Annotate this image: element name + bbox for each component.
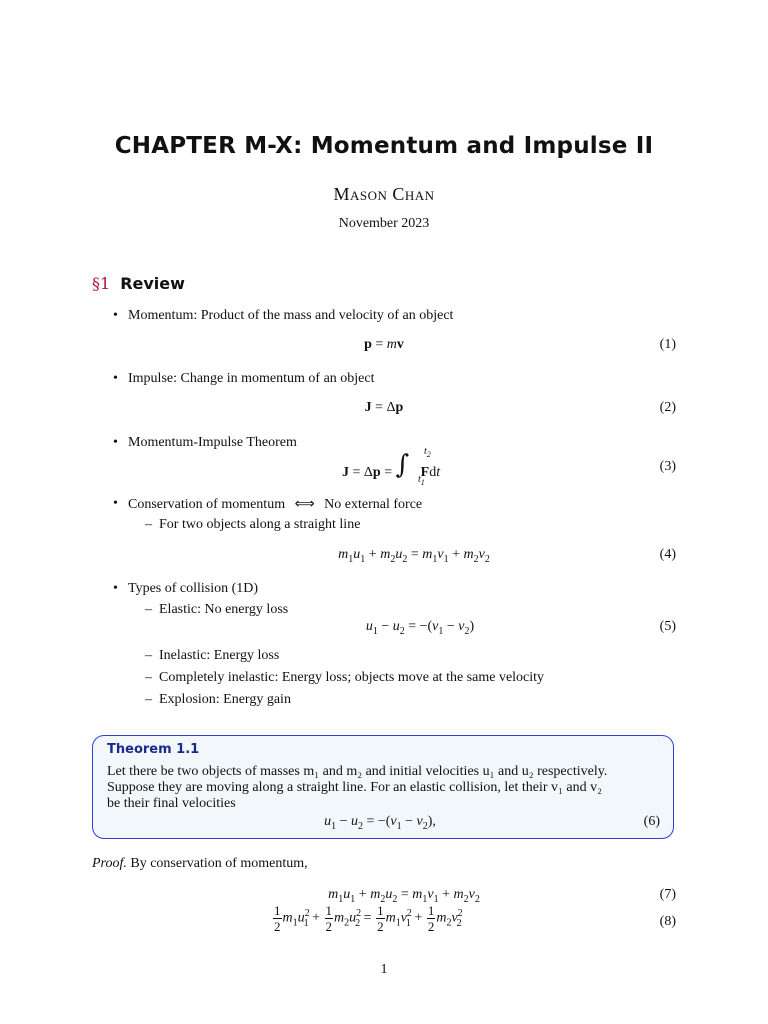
bullet-dash: – [145,602,152,617]
list-item-theorem: Momentum-Impulse Theorem [128,435,297,450]
sub-item-inelastic: Inelastic: Energy loss [159,648,280,663]
iff-arrow: ⟺ [294,497,315,512]
sub-item-explosion: Explosion: Energy gain [159,692,291,707]
section-heading [92,274,185,293]
sub-item-elastic: Elastic: No energy loss [159,602,289,617]
equation-number: (2) [659,400,676,415]
list-item-types: Types of collision (1D) [128,581,259,596]
proof-text: By conservation of momentum, [130,856,308,871]
equation-7: $m_1u_1 + m_2u_2 = m_1v_1 + m_2v_2$ [328,887,480,905]
equation-1: p = mv [364,337,404,352]
bullet-dash: – [145,517,152,532]
equation-number: (8) [659,914,676,929]
proof-label: Proof. [92,856,127,871]
equation-8: $\frac{1}{2}$ $m_1u^2_1$ + $\frac{1}{2}$ $m_2u^2_2$ = $\frac{1}{2}$ $m_1v^2_1$ + $\frac{1}{2}$ $m_2v^2_2$ [274,903,463,934]
equation-2: J = Δp [364,400,404,415]
equation-6: $u_1 - u_2 = -(v_1 - v_2)$, [324,814,436,832]
bullet-dot: • [113,581,118,596]
bullet-dot: • [113,371,118,386]
sub-item-completely-inelastic: Completely inelastic: Energy loss; objects move at the same velocity [159,670,545,685]
conservation-condition: No external force [324,497,423,512]
equation-number: (6) [643,814,660,829]
document-title: CHAPTER M-X: Momentum and Impulse II [114,133,654,159]
equation-number: (4) [659,547,676,562]
bullet-dash: – [145,692,152,707]
list-item-impulse: Impulse: Change in momentum of an object [128,371,375,386]
theorem-line-2: Suppose they are moving along a straight line. For an elastic collision, let their v₁ and v₂ [107,780,602,795]
sub-item-two-objects: For two objects along a straight line [159,517,361,532]
theorem-line-3: be their final velocities [107,796,236,811]
bullet-dash: – [145,648,152,663]
page-number: 1 [380,962,388,977]
equation-number: (7) [659,887,676,902]
equation-3: J = Δp = ∫ $t_2$ $t_1$ Fdt [342,446,441,487]
author-name: Mason Chan [333,184,435,204]
theorem-line-1: Let there be two objects of masses m₁ and m₂ and initial velocities u₁ and u₂ respectively. [107,764,608,779]
bullet-dot: • [113,435,118,450]
section-number: §1 [92,274,111,293]
bullet-dash: – [145,670,152,685]
equation-number: (5) [659,619,676,634]
bullet-dot: • [113,308,118,323]
list-item-conservation [128,496,422,513]
bullet-dot: • [113,496,118,511]
equation-number: (3) [659,459,676,474]
conservation-text: Conservation of momentum [128,497,286,512]
equation-5: $u_1 - u_2 = -(v_1 - v_2)$ [365,619,475,637]
theorem-title: Theorem 1.1 [107,742,200,757]
section-title: Review [120,274,185,293]
equation-number: (1) [659,337,676,352]
list-item-momentum: Momentum: Product of the mass and velocity of an object [128,308,454,323]
equation-4: $m_1u_1 + m_2u_2 = m_1v_1 + m_2v_2$ [338,547,490,565]
document-date: November 2023 [338,216,430,231]
proof-intro [92,856,308,872]
